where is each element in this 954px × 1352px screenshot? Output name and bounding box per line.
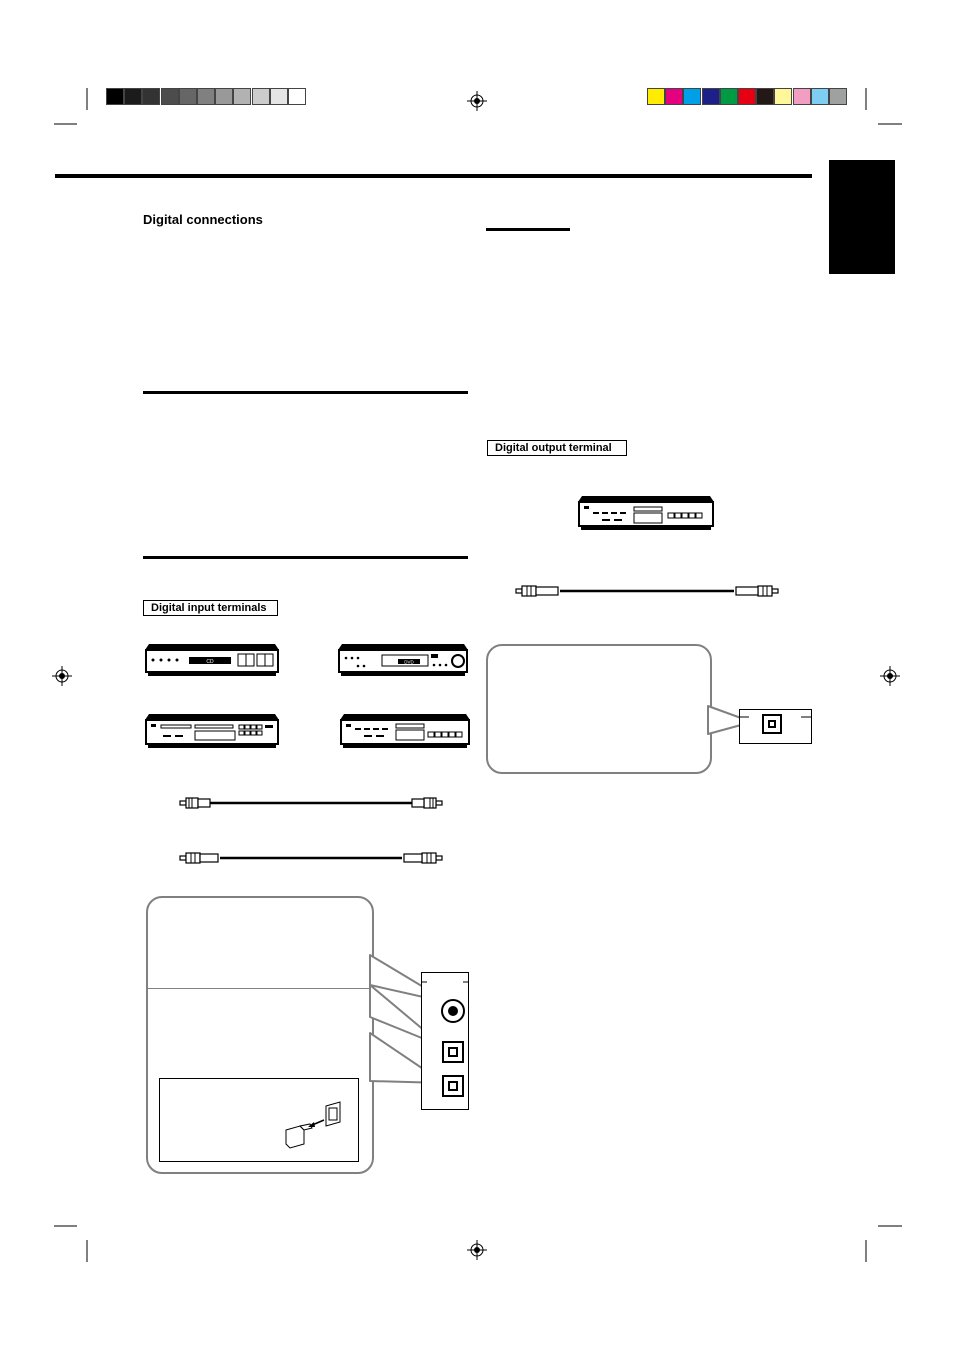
subsection-rule: [486, 228, 570, 231]
coaxial-cable-icon: [180, 795, 442, 811]
output-terminal-callout: [486, 644, 712, 774]
cd-deck-icon: [145, 710, 279, 750]
callout-divider: [148, 988, 370, 989]
registration-target-icon: [880, 666, 900, 686]
output-source-icon: [578, 494, 714, 534]
input-terminal-panel: [421, 972, 469, 1112]
digital-output-terminal-label: Digital output terminal: [487, 440, 627, 456]
cd-display-text: CD: [206, 659, 214, 665]
output-terminal-panel: [739, 709, 813, 745]
registration-target-icon: [467, 1240, 487, 1260]
top-rule: [55, 174, 812, 178]
registration-target-icon: [467, 91, 487, 111]
subsection-rule: [143, 391, 468, 394]
dust-cap-removal-icon: [282, 1100, 362, 1150]
side-tab: [829, 160, 895, 274]
dvd-player-icon: [338, 640, 468, 680]
registration-target-icon: [52, 666, 72, 686]
svg-text:DVD: DVD: [404, 659, 414, 665]
subsection-rule: [143, 556, 468, 559]
optical-cable-icon: [180, 850, 442, 866]
section-heading: Digital connections: [143, 212, 263, 227]
digital-input-terminals-label: Digital input terminals: [143, 600, 278, 616]
tuner-deck-icon: [340, 710, 470, 750]
cd-player-icon: [145, 640, 279, 680]
optical-cable-icon: [516, 583, 778, 599]
